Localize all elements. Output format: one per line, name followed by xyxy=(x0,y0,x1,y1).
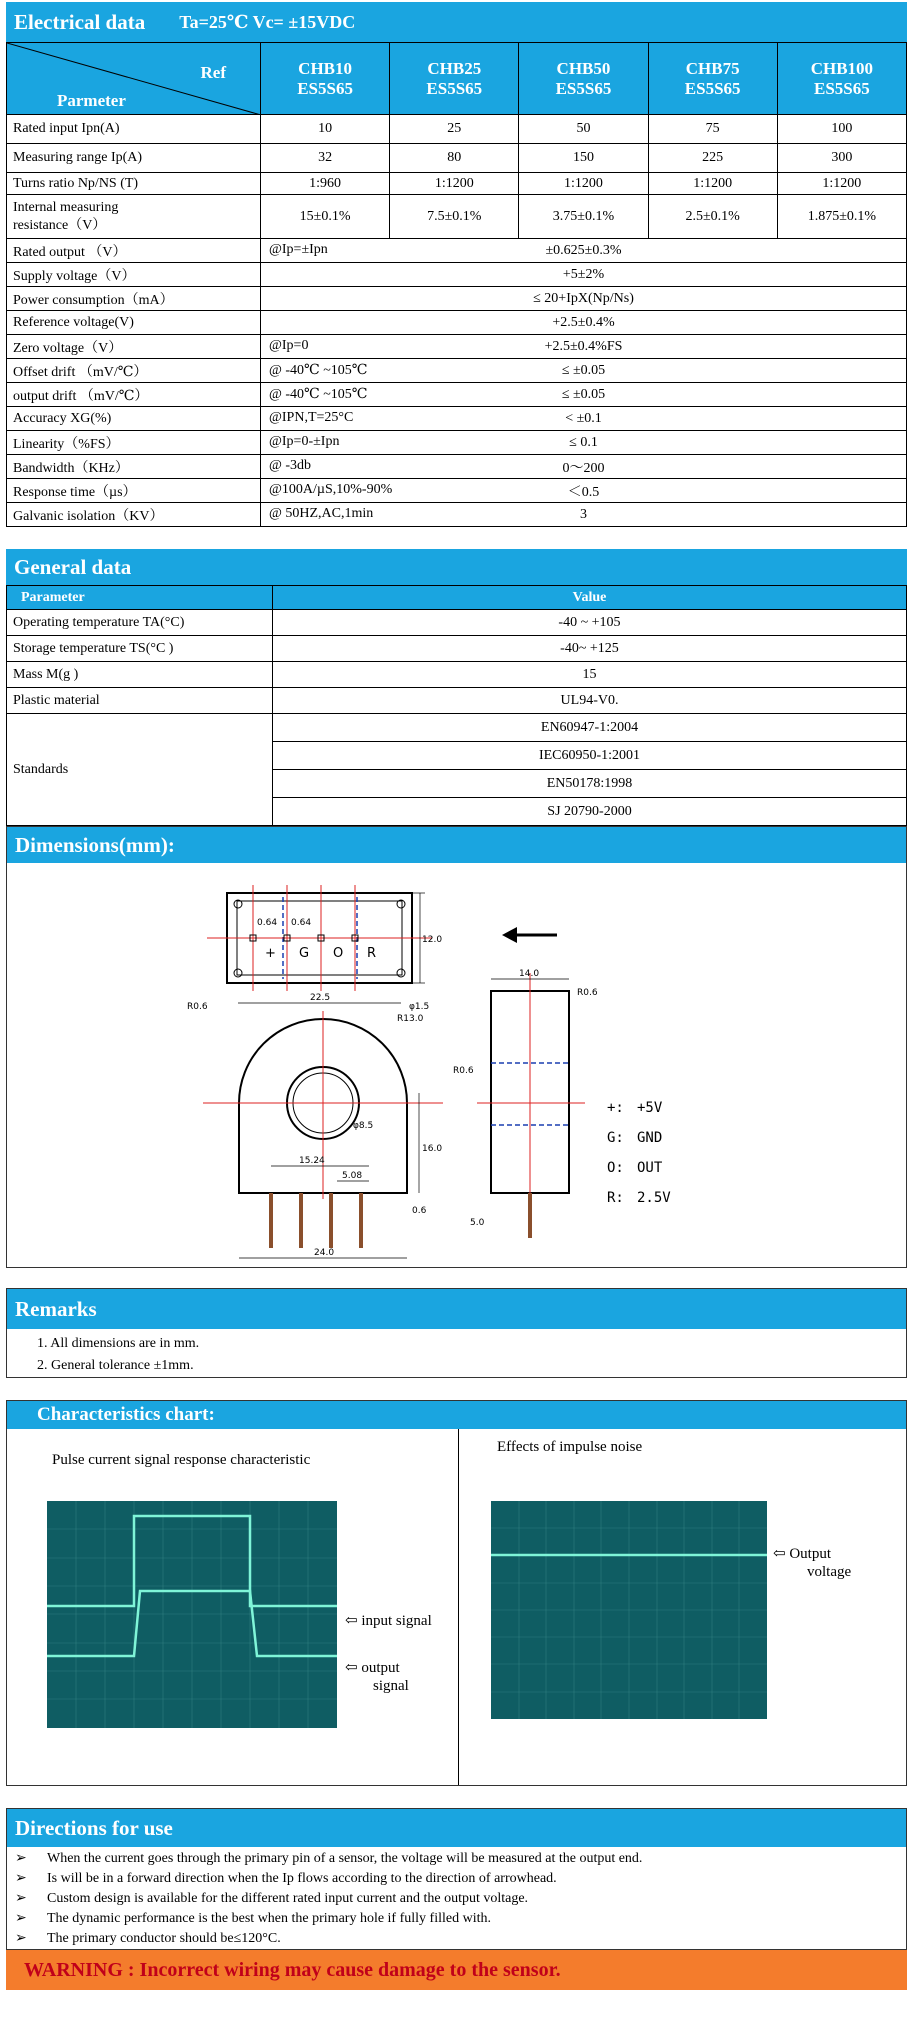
table-row xyxy=(7,311,907,335)
value-cell xyxy=(261,479,907,503)
characteristics-title: Characteristics chart: xyxy=(37,1404,215,1425)
spec-value: 3 xyxy=(580,506,587,522)
dimensions-header xyxy=(7,827,906,863)
dim-5-0: 5.0 xyxy=(470,1218,485,1228)
table-row xyxy=(7,115,907,144)
test-condition: @ -40℃ ~105℃ xyxy=(269,363,368,378)
electrical-conditions: Ta=25℃ Vc= ±15VDC xyxy=(179,11,356,32)
legend-value: +5V xyxy=(637,1100,663,1116)
directions-list xyxy=(7,1847,906,1951)
param-cell: Zero voltage（V） xyxy=(7,335,261,359)
param-cell: Storage temperature TS(°C ) xyxy=(7,636,273,662)
spec-value: < ±0.1 xyxy=(565,410,602,426)
legend-value: OUT xyxy=(637,1160,663,1176)
dim-22-5: 22.5 xyxy=(310,993,331,1003)
electrical-data-table xyxy=(6,42,907,527)
front-view xyxy=(203,1011,443,1258)
dim-24-0: 24.0 xyxy=(314,1248,335,1258)
value-cell: 225 xyxy=(648,144,777,173)
value-cell xyxy=(261,359,907,383)
test-condition: @100A/µS,10%-90% xyxy=(269,482,393,497)
hollow-arrow-icon: ⇦ xyxy=(345,1613,358,1629)
value-cell: 1:960 xyxy=(261,173,390,195)
table-row xyxy=(7,455,907,479)
impulse-noise-title: Effects of impulse noise xyxy=(497,1439,643,1455)
value-cell xyxy=(261,311,907,335)
dim-phi-1-5: φ1.5 xyxy=(409,1002,430,1012)
warning-banner xyxy=(6,1950,907,1990)
param-cell: Galvanic isolation（KV） xyxy=(7,503,261,527)
list-item xyxy=(15,1849,898,1869)
param-cell: Plastic material xyxy=(7,688,273,714)
general-rows xyxy=(7,610,907,714)
legend-value: GND xyxy=(637,1130,663,1146)
output-signal-label: ⇦ output signal xyxy=(345,1660,409,1694)
dim-r13-0: R13.0 xyxy=(397,1014,424,1024)
list-item xyxy=(15,1889,898,1909)
legend-key: R: xyxy=(607,1190,624,1206)
table-row xyxy=(7,610,907,636)
value-cell: 50 xyxy=(519,115,648,144)
pin-label-plus: + xyxy=(265,946,276,961)
spec-value: ±0.625±0.3% xyxy=(545,242,622,258)
legend-key: +: xyxy=(607,1100,624,1116)
spec-value: ≤ ±0.05 xyxy=(561,386,606,402)
bullet-arrow-icon: ➢ xyxy=(15,1851,27,1866)
table-row xyxy=(7,195,907,239)
value-cell xyxy=(261,455,907,479)
direction-text: When the current goes through the primary pin of a sensor, the voltage will be measured at the output end. xyxy=(47,1851,643,1866)
pulse-response-title: Pulse current signal response characteristic xyxy=(52,1452,311,1468)
value-cell: 75 xyxy=(648,115,777,144)
table-row xyxy=(7,714,907,742)
spec-value: ＜0.5 xyxy=(567,484,600,500)
side-view xyxy=(453,969,598,1238)
model-header: CHB25 ES5S65 xyxy=(390,43,519,115)
test-condition: @Ip=±Ipn xyxy=(269,242,328,257)
dim-12-0: 12.0 xyxy=(422,935,443,945)
model-header: CHB100 ES5S65 xyxy=(777,43,906,115)
value-cell: 1:1200 xyxy=(777,173,906,195)
characteristics-section xyxy=(6,1400,907,1786)
value-cell: 150 xyxy=(519,144,648,173)
pin-legend xyxy=(607,1100,671,1206)
test-condition: @IPN,T=25°C xyxy=(269,410,354,425)
spec-value: ≤ ±0.05 xyxy=(561,362,606,378)
value-cell xyxy=(261,263,907,287)
param-cell: Reference voltage(V) xyxy=(7,311,261,335)
table-row xyxy=(7,662,907,688)
value-cell: 2.5±0.1% xyxy=(648,195,777,239)
table-row xyxy=(7,636,907,662)
test-condition: @ 50HZ,AC,1min xyxy=(269,506,374,521)
top-view xyxy=(187,885,442,1012)
table-row xyxy=(7,359,907,383)
legend-key: O: xyxy=(607,1160,624,1176)
table-row xyxy=(7,239,907,263)
dimensions-title: Dimensions(mm): xyxy=(15,832,175,857)
pin-label-g: G xyxy=(299,946,310,961)
shared-rows xyxy=(7,239,907,527)
test-condition: @ -40℃ ~105℃ xyxy=(269,387,368,402)
value-cell: 1:1200 xyxy=(519,173,648,195)
dim-0-6: 0.6 xyxy=(412,1206,427,1216)
impulse-noise-trace xyxy=(491,1501,767,1719)
value-cell: 25 xyxy=(390,115,519,144)
param-cell: Mass M(g ) xyxy=(7,662,273,688)
general-header-row xyxy=(7,586,907,610)
dim-r0-6-a: R0.6 xyxy=(187,1002,208,1012)
direction-text: The primary conductor should be≤120°C. xyxy=(47,1931,281,1946)
param-cell: output drift （mV/℃） xyxy=(7,383,261,407)
model-header: CHB10 ES5S65 xyxy=(261,43,390,115)
table-row xyxy=(7,479,907,503)
dim-5-08: 5.08 xyxy=(342,1171,363,1181)
standards-label: Standards xyxy=(7,714,273,826)
table-row xyxy=(7,688,907,714)
list-item: 2. General tolerance ±1mm. xyxy=(37,1358,194,1373)
value-cell xyxy=(261,287,907,311)
param-cell: Rated input Ipn(A) xyxy=(7,115,261,144)
list-item: 1. All dimensions are in mm. xyxy=(37,1336,200,1351)
characteristics-header xyxy=(7,1401,906,1429)
dimensions-section xyxy=(6,826,907,1268)
list-item xyxy=(15,1909,898,1929)
dim-15-24: 15.24 xyxy=(299,1156,325,1166)
model-header: CHB50 ES5S65 xyxy=(519,43,648,115)
standard-item: EN60947-1:2004 xyxy=(273,714,907,742)
pulse-response-scope xyxy=(47,1501,337,1728)
input-signal-label: ⇦ input signal xyxy=(345,1613,432,1629)
pin-label-o: O xyxy=(333,946,344,961)
spec-value: ≤ 20+IpX(Np/Ns) xyxy=(533,290,634,306)
param-cell: Operating temperature TA(°C) xyxy=(7,610,273,636)
table-row xyxy=(7,503,907,527)
ref-label: Ref xyxy=(200,63,226,82)
param-cell: Accuracy XG(%) xyxy=(7,407,261,431)
output-voltage-label: ⇦ Output voltage xyxy=(773,1546,852,1580)
model-header: CHB75 ES5S65 xyxy=(648,43,777,115)
directions-title: Directions for use xyxy=(15,1815,173,1840)
param-cell: Internal measuring resistance（V） xyxy=(7,195,261,239)
table-row xyxy=(7,335,907,359)
value-cell: -40~ +125 xyxy=(273,636,907,662)
standard-item: IEC60950-1:2001 xyxy=(273,742,907,770)
param-cell: Linearity（%FS） xyxy=(7,431,261,455)
dim-0-64-b: 0.64 xyxy=(291,918,312,928)
value-cell: 7.5±0.1% xyxy=(390,195,519,239)
table-row xyxy=(7,431,907,455)
table-row xyxy=(7,407,907,431)
hollow-arrow-icon: ⇦ xyxy=(345,1660,358,1676)
value-cell: UL94-V0. xyxy=(273,688,907,714)
pulse-response-trace xyxy=(47,1501,337,1728)
value-cell xyxy=(261,383,907,407)
value-cell: 300 xyxy=(777,144,906,173)
value-cell xyxy=(261,503,907,527)
value-cell: -40 ~ +105 xyxy=(273,610,907,636)
direction-text: The dynamic performance is the best when the primary hole if fully filled with. xyxy=(47,1911,491,1926)
electrical-header-row xyxy=(7,43,907,115)
value-cell: 1.875±0.1% xyxy=(777,195,906,239)
value-cell xyxy=(261,239,907,263)
test-condition: @Ip=0-±Ipn xyxy=(269,434,340,449)
electrical-data-header xyxy=(6,2,907,42)
direction-text: Is will be in a forward direction when the Ip flows according to the direction of arrowhead. xyxy=(47,1871,557,1886)
value-cell xyxy=(261,431,907,455)
dim-r0-6-c: R0.6 xyxy=(453,1066,474,1076)
param-cell: Bandwidth（KHz） xyxy=(7,455,261,479)
table-row xyxy=(7,287,907,311)
value-cell: 3.75±0.1% xyxy=(519,195,648,239)
dim-0-64-a: 0.64 xyxy=(257,918,278,928)
current-direction-arrow-icon xyxy=(502,927,557,943)
table-row xyxy=(7,144,907,173)
ref-parameter-cell xyxy=(7,43,261,115)
legend-value: 2.5V xyxy=(637,1190,671,1206)
spec-value: ≤ 0.1 xyxy=(569,434,598,450)
param-cell: Power consumption（mA） xyxy=(7,287,261,311)
general-data-title: General data xyxy=(14,554,132,579)
spec-value: 0～200 xyxy=(562,460,605,476)
param-cell: Measuring range Ip(A) xyxy=(7,144,261,173)
impulse-noise-scope xyxy=(491,1501,767,1719)
dim-14-0: 14.0 xyxy=(519,969,540,979)
column-header-parameter: Parameter xyxy=(7,586,273,610)
remarks-header xyxy=(7,1289,906,1329)
bullet-arrow-icon: ➢ xyxy=(15,1891,27,1906)
value-cell: 1:1200 xyxy=(390,173,519,195)
value-cell: 80 xyxy=(390,144,519,173)
table-row xyxy=(7,383,907,407)
directions-header xyxy=(7,1809,906,1847)
column-header-value: Value xyxy=(273,586,907,610)
dim-16-0: 16.0 xyxy=(422,1144,443,1154)
bullet-arrow-icon: ➢ xyxy=(15,1911,27,1926)
legend-key: G: xyxy=(607,1130,624,1146)
remarks-section xyxy=(6,1288,907,1378)
directions-section xyxy=(6,1808,907,1950)
electrical-data-title: Electrical data xyxy=(14,9,146,34)
general-data-table xyxy=(6,585,907,826)
spec-value: +5±2% xyxy=(562,266,605,282)
dimensions-drawing xyxy=(7,863,906,1267)
remarks-title: Remarks xyxy=(15,1296,97,1321)
datasheet-page xyxy=(6,2,907,1990)
parameter-label: Parmeter xyxy=(57,91,126,110)
table-row xyxy=(7,173,907,195)
direction-text: Custom design is available for the different rated input current and the output voltage. xyxy=(47,1891,529,1906)
spec-value: +2.5±0.4%FS xyxy=(544,338,623,354)
value-cell: 15±0.1% xyxy=(261,195,390,239)
chart-divider xyxy=(458,1429,459,1785)
param-cell: Offset drift （mV/℃） xyxy=(7,359,261,383)
value-cell: 15 xyxy=(273,662,907,688)
bullet-arrow-icon: ➢ xyxy=(15,1931,27,1946)
list-item xyxy=(15,1869,898,1889)
dim-r0-6-b: R0.6 xyxy=(577,988,598,998)
standard-item: SJ 20790-2000 xyxy=(273,798,907,826)
param-cell: Rated output （V） xyxy=(7,239,261,263)
value-cell: 100 xyxy=(777,115,906,144)
spec-value: +2.5±0.4% xyxy=(552,314,615,330)
standard-item: EN50178:1998 xyxy=(273,770,907,798)
dim-phi-8-5: φ8.5 xyxy=(353,1121,374,1131)
table-row xyxy=(7,263,907,287)
param-cell: Response time（µs） xyxy=(7,479,261,503)
general-data-header xyxy=(6,549,907,585)
value-cell: 10 xyxy=(261,115,390,144)
param-cell: Supply voltage（V） xyxy=(7,263,261,287)
pin-label-r: R xyxy=(367,946,377,961)
test-condition: @Ip=0 xyxy=(269,338,309,353)
hollow-arrow-icon: ⇦ xyxy=(773,1546,786,1562)
bullet-arrow-icon: ➢ xyxy=(15,1871,27,1886)
list-item xyxy=(15,1929,898,1949)
value-cell xyxy=(261,407,907,431)
value-cell: 1:1200 xyxy=(648,173,777,195)
warning-text: WARNING : Incorrect wiring may cause damage to the sensor. xyxy=(24,1958,561,1981)
remarks-list xyxy=(7,1329,906,1381)
param-cell: Turns ratio Np/NS (T) xyxy=(7,173,261,195)
value-cell xyxy=(261,335,907,359)
test-condition: @ -3db xyxy=(269,458,312,473)
value-cell: 32 xyxy=(261,144,390,173)
